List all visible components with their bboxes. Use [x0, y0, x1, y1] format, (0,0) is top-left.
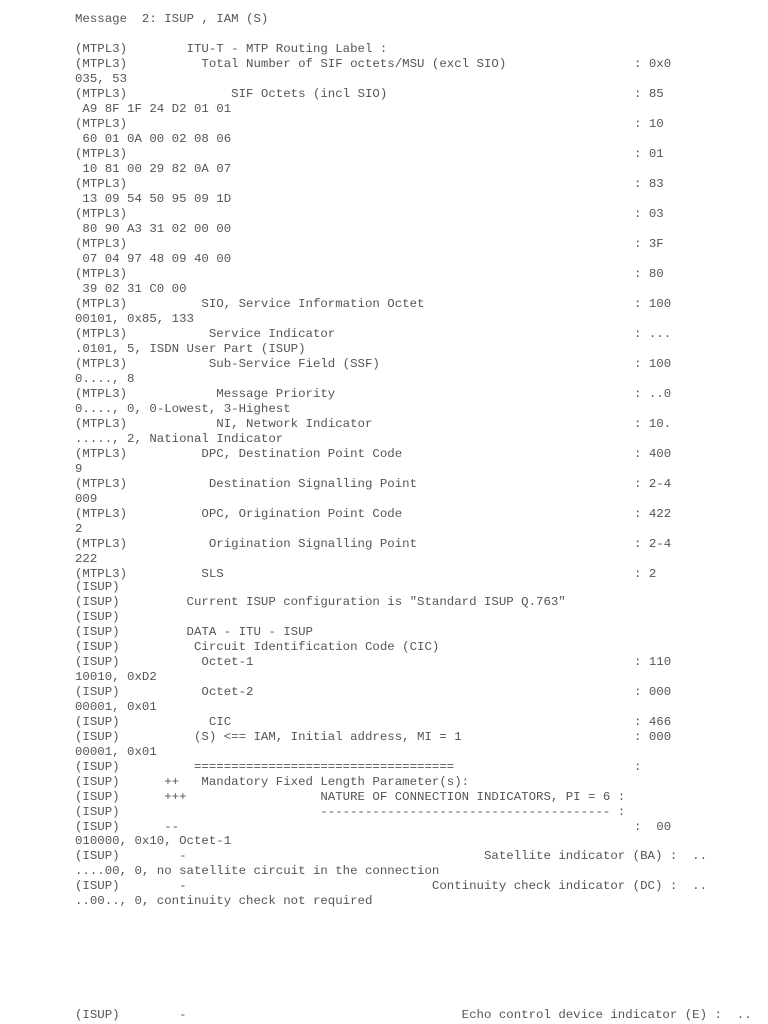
log-line — [75, 447, 672, 462]
log-line — [75, 462, 82, 477]
log-line — [75, 312, 194, 327]
log-line — [75, 655, 672, 670]
log-line-text: (MTPL3) — [75, 147, 128, 161]
log-line-text: 00101, 0x85, 133 — [75, 312, 194, 326]
log-line-text: 0...., 8 — [75, 372, 135, 386]
log-line — [75, 192, 231, 207]
log-line-value: : 3F — [634, 237, 664, 251]
log-line-text: (ISUP) Current ISUP configuration is "Standard ISUP Q.763" — [75, 595, 566, 609]
log-line — [75, 342, 306, 357]
log-line-text: (ISUP) -- — [75, 820, 180, 834]
log-line-text: (MTPL3) DPC, Destination Point Code — [75, 447, 403, 461]
log-line-text: (MTPL3) SIO, Service Information Octet — [75, 297, 425, 311]
log-line-text: 10010, 0xD2 — [75, 670, 157, 684]
log-line — [75, 700, 157, 715]
log-line-text: (ISUP) — [75, 580, 120, 594]
log-line-text: 13 09 54 50 95 09 1D — [75, 192, 232, 206]
log-line — [75, 132, 231, 147]
log-line-text: (MTPL3) ITU-T - MTP Routing Label : — [75, 42, 388, 56]
log-line-text: (MTPL3) Sub-Service Field (SSF) — [75, 357, 380, 371]
log-line-text: (MTPL3) Message Priority — [75, 387, 336, 401]
log-line-value: : 000 — [634, 685, 672, 699]
log-line-text: (MTPL3) SLS — [75, 567, 224, 581]
log-line — [75, 147, 664, 162]
log-line-text: 009 — [75, 492, 98, 506]
log-line — [75, 267, 664, 282]
log-line — [75, 552, 97, 567]
log-line — [75, 72, 127, 87]
log-line — [75, 237, 664, 252]
log-line — [75, 387, 672, 402]
log-line-text: (ISUP) +++ NATURE OF CONNECTION INDICATORS, PI = 6 : — [75, 790, 626, 804]
log-line-text: ..00.., 0, continuity check not required — [75, 894, 373, 908]
log-line-text: A9 8F 1F 24 D2 01 01 — [75, 102, 232, 116]
log-line-text: (MTPL3) SIF Octets (incl SIO) — [75, 87, 388, 101]
log-line-value: : 466 — [634, 715, 672, 729]
log-line-text: 60 01 0A 00 02 08 06 — [75, 132, 232, 146]
log-line — [75, 730, 672, 745]
log-line — [75, 610, 120, 625]
log-line-value: : 100 — [634, 357, 672, 371]
log-line — [75, 12, 268, 27]
log-line — [75, 820, 672, 835]
log-line — [75, 745, 157, 760]
log-line-text: (MTPL3) — [75, 117, 128, 131]
log-line — [75, 492, 97, 507]
log-line — [75, 252, 231, 267]
log-line — [75, 417, 672, 432]
log-line-value: : 10 — [634, 117, 664, 131]
log-line — [75, 670, 157, 685]
log-line-text: 00001, 0x01 — [75, 745, 157, 759]
log-line-text: (ISUP) Circuit Identification Code (CIC) — [75, 640, 440, 654]
log-line-value: : 2 — [634, 567, 657, 581]
log-line-text: (ISUP) — [75, 610, 120, 624]
log-line — [75, 864, 439, 879]
log-line-text: (MTPL3) OPC, Origination Point Code — [75, 507, 403, 521]
log-line — [75, 117, 664, 132]
log-line-value: : 00 — [634, 820, 672, 834]
log-line-text: (ISUP) - Echo control device indicator (E) : .. — [75, 1008, 752, 1022]
log-line — [75, 477, 672, 492]
log-line-value: : 10. — [634, 417, 672, 431]
log-line-text: (MTPL3) — [75, 267, 128, 281]
log-line — [75, 849, 707, 864]
log-line — [75, 357, 672, 372]
log-line — [75, 372, 135, 387]
log-line-text: 07 04 97 48 09 40 00 — [75, 252, 232, 266]
log-line-value: : 2-4 — [634, 477, 672, 491]
log-line — [75, 207, 664, 222]
log-line — [75, 57, 672, 72]
log-line-text: (ISUP) (S) <== IAM, Initial address, MI = 1 — [75, 730, 462, 744]
log-line-value: : ..0 — [634, 387, 672, 401]
log-line — [75, 102, 231, 117]
log-line-value: : 80 — [634, 267, 664, 281]
log-line-text: 10 81 00 29 82 0A 07 — [75, 162, 232, 176]
log-line-value: : 03 — [634, 207, 664, 221]
log-line-value: : 000 — [634, 730, 672, 744]
log-line — [75, 507, 672, 522]
log-line-text: (ISUP) CIC — [75, 715, 232, 729]
log-line — [75, 522, 82, 537]
log-line-text: 0...., 0, 0-Lowest, 3-Highest — [75, 402, 291, 416]
log-line-text: 222 — [75, 552, 98, 566]
log-line-text: 010000, 0x10, Octet-1 — [75, 834, 232, 848]
log-line-text: (MTPL3) — [75, 237, 128, 251]
log-line-value: : 110 — [634, 655, 672, 669]
log-line — [75, 87, 664, 102]
log-line — [75, 162, 231, 177]
log-line — [75, 42, 387, 57]
log-line-value: : 2-4 — [634, 537, 672, 551]
log-line — [75, 580, 120, 595]
log-line-value: : ... — [634, 327, 672, 341]
log-line-text: 39 02 31 C0 00 — [75, 282, 187, 296]
log-line — [75, 879, 707, 894]
log-line-text: (MTPL3) Destination Signalling Point — [75, 477, 418, 491]
log-line-text: (ISUP) Octet-1 — [75, 655, 254, 669]
log-line-text: .0101, 5, ISDN User Part (ISUP) — [75, 342, 306, 356]
log-line-text: (ISUP) --------------------------------------- : — [75, 805, 626, 819]
log-line — [75, 537, 672, 552]
log-line — [75, 402, 291, 417]
log-line-text: 80 90 A3 31 02 00 00 — [75, 222, 232, 236]
log-line — [75, 1008, 752, 1023]
log-line — [75, 715, 672, 730]
log-line-value: : 83 — [634, 177, 664, 191]
log-line — [75, 222, 231, 237]
log-line-text: (MTPL3) — [75, 177, 128, 191]
log-line-text: Message 2: ISUP , IAM (S) — [75, 12, 269, 26]
log-line-text: (ISUP) ++ Mandatory Fixed Length Parameter(s): — [75, 775, 470, 789]
log-line — [75, 894, 372, 909]
log-line — [75, 595, 566, 610]
log-line-value: : 85 — [634, 87, 664, 101]
log-line — [75, 760, 642, 775]
log-line — [75, 685, 672, 700]
log-line-text: (ISUP) - Continuity check indicator (DC) : .. — [75, 879, 708, 893]
log-line-value: : 01 — [634, 147, 664, 161]
log-line-text: 2 — [75, 522, 83, 536]
log-line — [75, 625, 313, 640]
log-line-text: (ISUP) =================================== — [75, 760, 455, 774]
log-line-text: (MTPL3) — [75, 207, 128, 221]
log-line — [75, 775, 469, 790]
log-line — [75, 640, 439, 655]
log-line-text: ....00, 0, no satellite circuit in the connection — [75, 864, 440, 878]
log-line-text: (ISUP) - Satellite indicator (BA) : .. — [75, 849, 708, 863]
log-line-value: : 100 — [634, 297, 672, 311]
log-line — [75, 834, 231, 849]
log-line-value: : 0x0 — [634, 57, 672, 71]
log-line-text: (ISUP) DATA - ITU - ISUP — [75, 625, 313, 639]
log-line-value: : 400 — [634, 447, 672, 461]
log-line-value: : 422 — [634, 507, 672, 521]
log-line-text: (MTPL3) NI, Network Indicator — [75, 417, 373, 431]
log-line-text: 9 — [75, 462, 83, 476]
log-line — [75, 177, 664, 192]
log-line-value: : — [634, 760, 642, 774]
log-line-text: (ISUP) Octet-2 — [75, 685, 254, 699]
log-line — [75, 432, 283, 447]
log-line — [75, 327, 672, 342]
log-line — [75, 282, 187, 297]
log-line-text: 035, 53 — [75, 72, 128, 86]
log-line-text: (MTPL3) Origination Signalling Point — [75, 537, 418, 551]
log-line-text: (MTPL3) Service Indicator — [75, 327, 336, 341]
log-line — [75, 790, 625, 805]
log-line-text: ....., 2, National Indicator — [75, 432, 284, 446]
log-line-text: 00001, 0x01 — [75, 700, 157, 714]
log-line — [75, 297, 672, 312]
log-line — [75, 805, 625, 820]
log-line-text: (MTPL3) Total Number of SIF octets/MSU (excl SIO) — [75, 57, 507, 71]
